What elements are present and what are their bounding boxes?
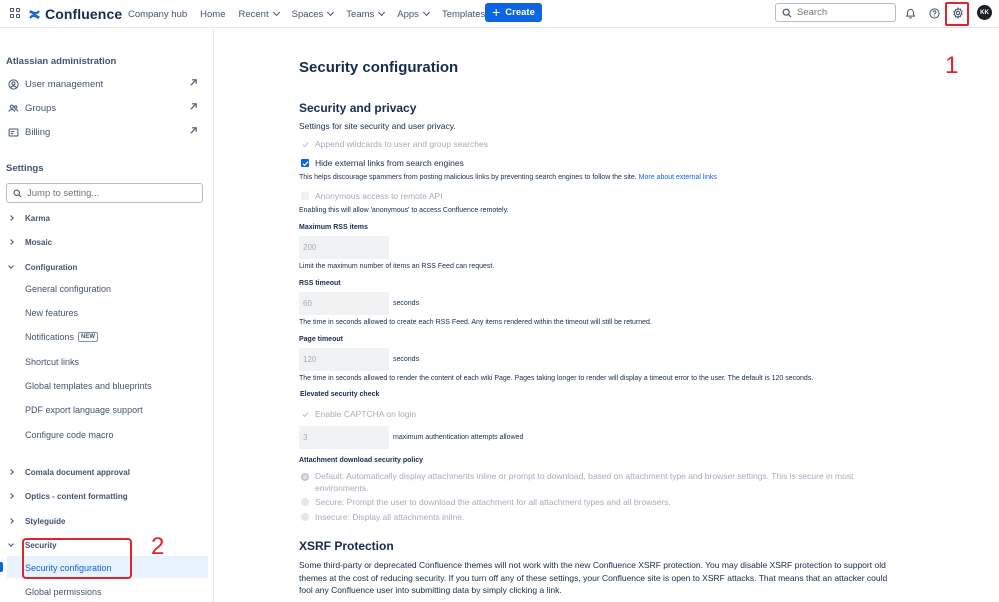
nav-templates[interactable] [442, 9, 485, 20]
nav-apps[interactable] [397, 9, 429, 20]
jump-to-setting[interactable] [6, 183, 203, 203]
hide-links-help-text: This helps discourage spammers from posting malicious links by preventing search engines to follow the site. [299, 174, 637, 181]
active-indicator [0, 562, 3, 572]
category-karma[interactable] [8, 211, 208, 225]
wildcards-checkbox[interactable] [301, 140, 309, 148]
sidebar-item-label: Configure code macro [25, 430, 114, 440]
external-link-icon [189, 102, 198, 114]
sidebar-item-notifications[interactable] [25, 332, 98, 342]
sidebar-item-shortcut-links[interactable] [25, 357, 79, 367]
sidebar [0, 29, 214, 602]
page-timeout-input[interactable]: 120 [299, 348, 389, 371]
confluence-logo-icon [28, 8, 41, 21]
attach-secure-radio[interactable] [301, 498, 309, 506]
logo-text: Confluence [45, 6, 123, 22]
sidebar-item-label: PDF export language support [25, 405, 143, 415]
avatar[interactable]: KK [977, 5, 992, 20]
sidebar-item-general-configuration[interactable] [25, 284, 111, 294]
nav-label: Spaces [291, 8, 324, 20]
nav-label: Templates [441, 8, 486, 20]
chevron-right-icon [8, 518, 14, 524]
sidebar-item-label: Shortcut links [25, 357, 80, 367]
anon-api-checkbox[interactable] [301, 192, 309, 200]
chevron-right-icon [8, 215, 14, 221]
search-input[interactable] [797, 7, 887, 18]
bell-icon[interactable] [902, 5, 918, 21]
section-title-xsrf: XSRF Protection [299, 539, 394, 553]
settings-heading: Settings [6, 163, 44, 174]
hide-links-label: Hide external links from search engines [315, 158, 464, 168]
xsrf-line-2: themes at the cost of reducing security. If you turn off any of these settings, your Confluence site is open to XSRF attacks. That means that an attacker could [299, 572, 888, 583]
external-links-link[interactable]: More about external links [638, 174, 717, 181]
rss-timeout-input[interactable]: 60 [299, 292, 389, 315]
page-timeout-label: Page timeout [299, 336, 343, 343]
category-optics[interactable] [8, 489, 208, 503]
attach-secure-option[interactable] [301, 497, 671, 507]
billing-icon [8, 127, 19, 138]
nav-home[interactable] [200, 9, 225, 20]
max-attempts-label: maximum authentication attempts allowed [393, 434, 524, 441]
rss-timeout-row [299, 292, 419, 315]
xsrf-line-1: Some third-party or deprecated Confluence themes will not work with the new Confluence XSRF protection. You may disable XSRF protection to support old [299, 560, 886, 570]
attach-default-option[interactable] [301, 471, 853, 493]
captcha-option[interactable] [301, 409, 416, 419]
sidebar-item-global-templates[interactable] [25, 381, 152, 391]
hide-links-checkbox[interactable] [301, 159, 309, 167]
attach-insecure-label: Insecure: Display all attachments inline. [315, 512, 465, 522]
nav-label: Teams [346, 8, 375, 20]
chevron-down-icon [423, 9, 430, 16]
sidebar-item-pdf-export[interactable] [25, 405, 143, 415]
page-timeout-row [299, 348, 419, 371]
category-label: Styleguide [25, 516, 66, 526]
attachment-policy-label: Attachment download security policy [299, 457, 424, 464]
category-label: Karma [25, 213, 50, 223]
category-label: Security [25, 540, 57, 550]
top-navigation [0, 0, 999, 28]
admin-heading: Atlassian administration [6, 56, 117, 67]
category-label: Optics - content formatting [25, 491, 128, 501]
search-icon [13, 189, 22, 198]
elevated-security-label: Elevated security check [300, 391, 380, 398]
primary-nav [128, 0, 501, 28]
nav-recent[interactable] [239, 9, 279, 20]
category-styleguide[interactable] [8, 514, 208, 528]
sidebar-item-label: Billing [25, 126, 51, 138]
confluence-logo[interactable] [28, 6, 122, 22]
category-label: Comala document approval [25, 467, 130, 477]
xsrf-line-3: fool any Confluence user into submitting data by simply clicking a link. [299, 585, 562, 595]
chevron-right-icon [8, 239, 14, 245]
anon-api-help: Enabling this will allow 'anonymous' to access Confluence remotely. [299, 207, 509, 214]
help-icon[interactable] [926, 5, 942, 21]
sidebar-item-label: Security configuration [25, 563, 112, 573]
sidebar-item-label: Global templates and blueprints [25, 381, 152, 391]
create-label: Create [505, 7, 535, 18]
attach-default-label-2: environments. [315, 483, 369, 493]
captcha-label: Enable CAPTCHA on login [315, 409, 417, 419]
chevron-right-icon [8, 493, 14, 499]
chevron-right-icon [8, 469, 14, 475]
sidebar-item-code-macro[interactable] [25, 430, 114, 440]
nav-teams[interactable] [346, 9, 384, 20]
sidebar-item-label: General configuration [25, 284, 112, 294]
hide-links-help [299, 174, 717, 181]
main-content [215, 29, 999, 602]
jump-to-setting-input[interactable] [27, 188, 197, 199]
user-circle-icon [8, 79, 19, 90]
chevron-down-icon [8, 263, 14, 269]
search-box[interactable] [775, 3, 896, 22]
create-button[interactable] [485, 3, 542, 22]
seconds-label: seconds [393, 300, 420, 307]
page-title: Security configuration [299, 59, 459, 76]
nav-label: Company hub [128, 8, 188, 20]
wildcards-option[interactable] [301, 139, 488, 149]
gear-highlight-box [945, 2, 969, 26]
category-configuration[interactable] [8, 260, 208, 274]
rss-items-input[interactable]: 200 [299, 236, 389, 259]
sidebar-item-label: Notifications [25, 332, 75, 342]
seconds-label: seconds [393, 356, 420, 363]
plus-icon: + [492, 3, 501, 20]
max-attempts-input[interactable]: 3 [299, 426, 389, 449]
category-mosaic[interactable] [8, 235, 208, 249]
search-icon [782, 8, 792, 18]
sidebar-item-label: User management [25, 78, 104, 90]
chevron-down-icon [327, 9, 334, 16]
section-title-privacy: Security and privacy [299, 101, 417, 115]
annotation-marker-1: 1 [945, 52, 959, 79]
rss-timeout-help: The time in seconds allowed to create each RSS Feed. Any items rendered within the timeout will still be returned. [299, 319, 652, 326]
annotation-marker-2: 2 [151, 533, 165, 560]
nav-label: Recent [238, 8, 269, 20]
xsrf-description [299, 559, 919, 597]
new-badge: NEW [78, 332, 98, 342]
sidebar-item-billing[interactable] [8, 124, 200, 140]
wildcards-label: Append wildcards to user and group searches [315, 139, 488, 149]
attach-secure-label: Secure: Prompt the user to download the attachment for all attachment types and all browsers. [315, 497, 671, 507]
people-icon [8, 103, 19, 114]
sidebar-item-global-permissions[interactable] [25, 587, 102, 597]
nav-label: Home [200, 8, 226, 20]
sidebar-item-groups[interactable] [8, 100, 200, 116]
rss-items-label: Maximum RSS items [299, 224, 368, 231]
hide-links-option[interactable] [301, 158, 464, 168]
nav-company-hub[interactable] [128, 9, 187, 20]
sidebar-item-label: Groups [25, 102, 57, 114]
nav-label: Apps [397, 8, 419, 20]
sidebar-item-label: Global permissions [25, 587, 102, 597]
captcha-checkbox[interactable] [301, 410, 309, 418]
rss-items-help: Limit the maximum number of items an RSS Feed can request. [299, 263, 495, 270]
external-link-icon [189, 78, 198, 90]
sidebar-item-label: New features [25, 308, 79, 318]
sidebar-item-user-management[interactable] [8, 76, 200, 92]
category-label: Configuration [25, 262, 78, 272]
anon-api-option[interactable] [301, 191, 443, 201]
chevron-down-icon [273, 9, 280, 16]
chevron-down-icon [8, 541, 14, 547]
anon-api-label: Anonymous access to remote API [315, 191, 443, 201]
attach-insecure-option[interactable] [301, 512, 464, 522]
app-switcher-icon[interactable] [10, 8, 20, 18]
chevron-down-icon [378, 9, 385, 16]
external-link-icon [189, 126, 198, 138]
attach-insecure-radio[interactable] [301, 513, 309, 521]
attach-default-radio[interactable] [301, 473, 309, 481]
attach-default-label-1: Default: Automatically display attachments inline or prompt to download, based on attachment type and browser settings. This is secure in most [315, 471, 854, 481]
security-highlight-box [22, 538, 132, 579]
max-attempts-row [299, 426, 523, 449]
category-label: Mosaic [25, 237, 53, 247]
category-comala[interactable] [8, 465, 208, 479]
rss-timeout-label: RSS timeout [299, 280, 341, 287]
nav-spaces[interactable] [292, 9, 334, 20]
sidebar-item-new-features[interactable] [25, 308, 78, 318]
privacy-subtitle: Settings for site security and user privacy. [299, 121, 456, 131]
page-timeout-help: The time in seconds allowed to render the content of each wiki Page. Pages taking longer to render will display a timeout error to the user. The default is 120 seconds. [299, 375, 814, 382]
